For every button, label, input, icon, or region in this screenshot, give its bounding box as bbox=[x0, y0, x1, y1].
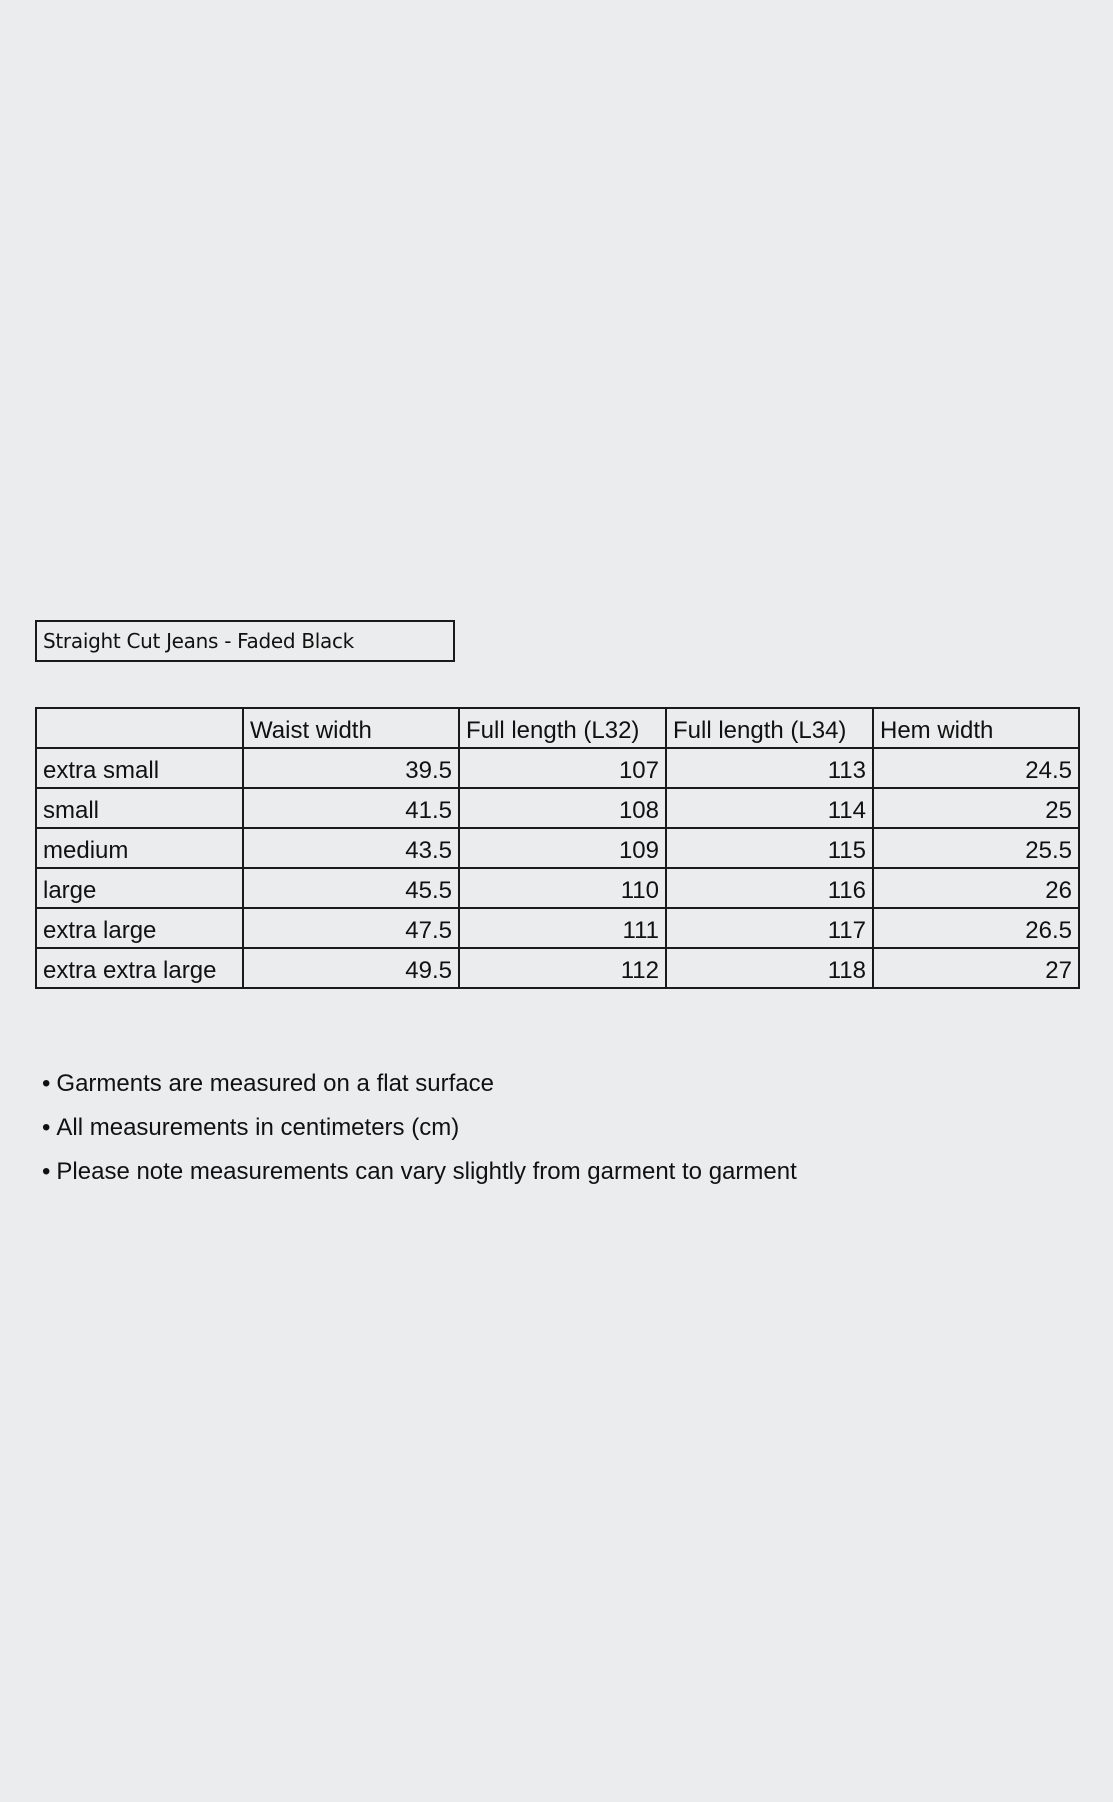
l32-value: 112 bbox=[459, 948, 666, 988]
waist-value: 39.5 bbox=[243, 748, 459, 788]
l32-value: 107 bbox=[459, 748, 666, 788]
l32-value: 110 bbox=[459, 868, 666, 908]
table-header-row bbox=[36, 708, 1079, 748]
l32-value: 109 bbox=[459, 828, 666, 868]
note-item: • All measurements in centimeters (cm) bbox=[42, 1106, 797, 1150]
measurement-notes bbox=[42, 1062, 797, 1194]
hem-value: 25.5 bbox=[873, 828, 1079, 868]
table-row bbox=[36, 788, 1079, 828]
l34-value: 114 bbox=[666, 788, 873, 828]
table-row bbox=[36, 868, 1079, 908]
hem-value: 26.5 bbox=[873, 908, 1079, 948]
waist-value: 43.5 bbox=[243, 828, 459, 868]
l34-value: 115 bbox=[666, 828, 873, 868]
hem-value: 24.5 bbox=[873, 748, 1079, 788]
table-row bbox=[36, 828, 1079, 868]
hem-value: 26 bbox=[873, 868, 1079, 908]
size-label: large bbox=[36, 868, 243, 908]
header-hem-width: Hem width bbox=[873, 708, 1079, 748]
size-label: extra extra large bbox=[36, 948, 243, 988]
waist-value: 41.5 bbox=[243, 788, 459, 828]
hem-value: 27 bbox=[873, 948, 1079, 988]
header-size bbox=[36, 708, 243, 748]
l32-value: 111 bbox=[459, 908, 666, 948]
size-label: medium bbox=[36, 828, 243, 868]
size-chart-table bbox=[35, 707, 1080, 989]
note-item: • Garments are measured on a flat surface bbox=[42, 1062, 797, 1106]
l34-value: 118 bbox=[666, 948, 873, 988]
l34-value: 113 bbox=[666, 748, 873, 788]
l34-value: 116 bbox=[666, 868, 873, 908]
note-item: • Please note measurements can vary slightly from garment to garment bbox=[42, 1150, 797, 1194]
header-full-length-l34: Full length (L34) bbox=[666, 708, 873, 748]
header-waist-width: Waist width bbox=[243, 708, 459, 748]
product-title: Straight Cut Jeans - Faded Black bbox=[35, 620, 455, 662]
header-full-length-l32: Full length (L32) bbox=[459, 708, 666, 748]
table-row bbox=[36, 948, 1079, 988]
l32-value: 108 bbox=[459, 788, 666, 828]
hem-value: 25 bbox=[873, 788, 1079, 828]
l34-value: 117 bbox=[666, 908, 873, 948]
table-row bbox=[36, 908, 1079, 948]
size-label: small bbox=[36, 788, 243, 828]
waist-value: 47.5 bbox=[243, 908, 459, 948]
waist-value: 49.5 bbox=[243, 948, 459, 988]
size-label: extra small bbox=[36, 748, 243, 788]
size-label: extra large bbox=[36, 908, 243, 948]
table-row bbox=[36, 748, 1079, 788]
waist-value: 45.5 bbox=[243, 868, 459, 908]
